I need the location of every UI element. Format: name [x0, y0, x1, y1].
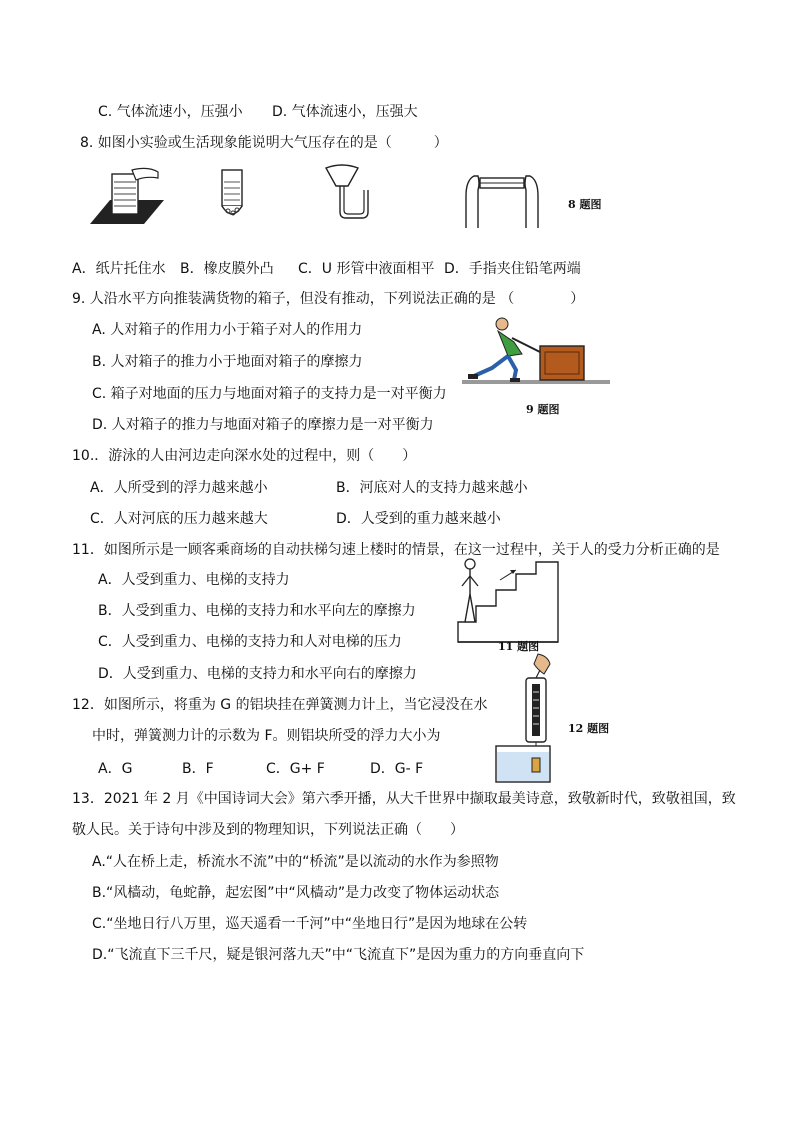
q9-option-d: D. 人对箱子的推力与地面对箱子的摩擦力是一对平衡力: [92, 417, 434, 433]
q12-option-a: A．G: [98, 761, 133, 777]
q7-option-d: D. 气体流速小，压强大: [272, 104, 418, 120]
q8-figure-a-paper-water: [88, 162, 168, 232]
q8-option-b: B．橡皮膜外凸: [180, 261, 274, 277]
q12-option-d: D．G- F: [370, 761, 424, 777]
q8-option-d: D．手指夹住铅笔两端: [444, 261, 581, 277]
q12-option-b: B．F: [182, 761, 214, 777]
q13-option-a: A.“人在桥上走，桥流水不流”中的“桥流”是以流动的水作为参照物: [92, 854, 499, 870]
q12-figure-spring-scale-beaker: [488, 652, 556, 784]
q13-option-d: D.“飞流直下三千尺，疑是银河落九天”中“飞流直下”是因为重力的方向垂直向下: [92, 947, 585, 963]
q11-option-d: D．人受到重力、电梯的支持力和水平向右的摩擦力: [98, 666, 417, 682]
q13-option-b: B.“风樯动，龟蛇静，起宏图”中“风樯动”是力改变了物体运动状态: [92, 885, 500, 901]
q13-stem-line1: 13．2021 年 2 月《中国诗词大会》第六季开播，从大千世界中撷取最美诗意，致敬新时代，致敬祖国，致: [72, 791, 736, 807]
q11-stem: 11．如图所示是一顾客乘商场的自动扶梯匀速上楼时的情景，在这一过程中，关于人的受力分析正确的是: [72, 542, 720, 558]
q9-figure-person-pushing-box: [462, 316, 610, 386]
q9-option-b: B. 人对箱子的推力小于地面对箱子的摩擦力: [92, 354, 363, 370]
q13-stem-line2: 敬人民。关于诗句中涉及到的物理知识，下列说法正确（ ）: [72, 822, 464, 838]
q10-option-d: D．人受到的重力越来越小: [336, 511, 501, 527]
q8-figure-d-pencil-fingers: [460, 166, 544, 230]
q12-figure-caption: 12 题图: [568, 722, 610, 735]
q11-option-b: B．人受到重力、电梯的支持力和水平向左的摩擦力: [98, 603, 416, 619]
q11-option-a: A．人受到重力、电梯的支持力: [98, 572, 290, 588]
q9-figure-caption: 9 题图: [526, 403, 560, 416]
q11-option-c: C．人受到重力、电梯的支持力和人对电梯的压力: [98, 634, 402, 650]
q10-option-b: B．河底对人的支持力越来越小: [336, 480, 528, 496]
q12-stem-line1: 12．如图所示，将重为 G 的铝块挂在弹簧测力计上，当它浸没在水: [72, 697, 488, 713]
q10-stem: 10.．游泳的人由河边走向深水处的过程中，则（ ）: [72, 448, 417, 464]
q7-option-c: C. 气体流速小，压强小: [98, 104, 243, 120]
q9-option-a: A. 人对箱子的作用力小于箱子对人的作用力: [92, 322, 363, 338]
q8-figure-caption: 8 题图: [568, 198, 602, 211]
q9-option-c: C. 箱子对地面的压力与地面对箱子的支持力是一对平衡力: [92, 386, 447, 402]
q10-option-c: C．人对河底的压力越来越大: [90, 511, 268, 527]
q8-figure-c-u-tube: [322, 160, 382, 224]
q8-stem: 8. 如图小实验或生活现象能说明大气压存在的是（ ）: [80, 135, 448, 151]
q9-stem: 9. 人沿水平方向推装满货物的箱子，但没有推动，下列说法正确的是 （ ）: [72, 291, 585, 307]
q11-figure-caption: 11 题图: [498, 640, 540, 653]
q8-figure-b-rubber-membrane: [214, 166, 250, 226]
q8-option-a: A．纸片托住水: [72, 261, 166, 277]
q13-option-c: C.“坐地日行八万里，巡天遥看一千河”中“坐地日行”是因为地球在公转: [92, 916, 528, 932]
q12-stem-line2: 中时，弹簧测力计的示数为 F。则铝块所受的浮力大小为: [92, 728, 441, 744]
q10-option-a: A．人所受到的浮力越来越小: [90, 480, 268, 496]
q11-figure-escalator: [456, 550, 562, 646]
q12-option-c: C．G+ F: [266, 761, 325, 777]
q8-option-c: C．U 形管中液面相平: [298, 261, 435, 277]
